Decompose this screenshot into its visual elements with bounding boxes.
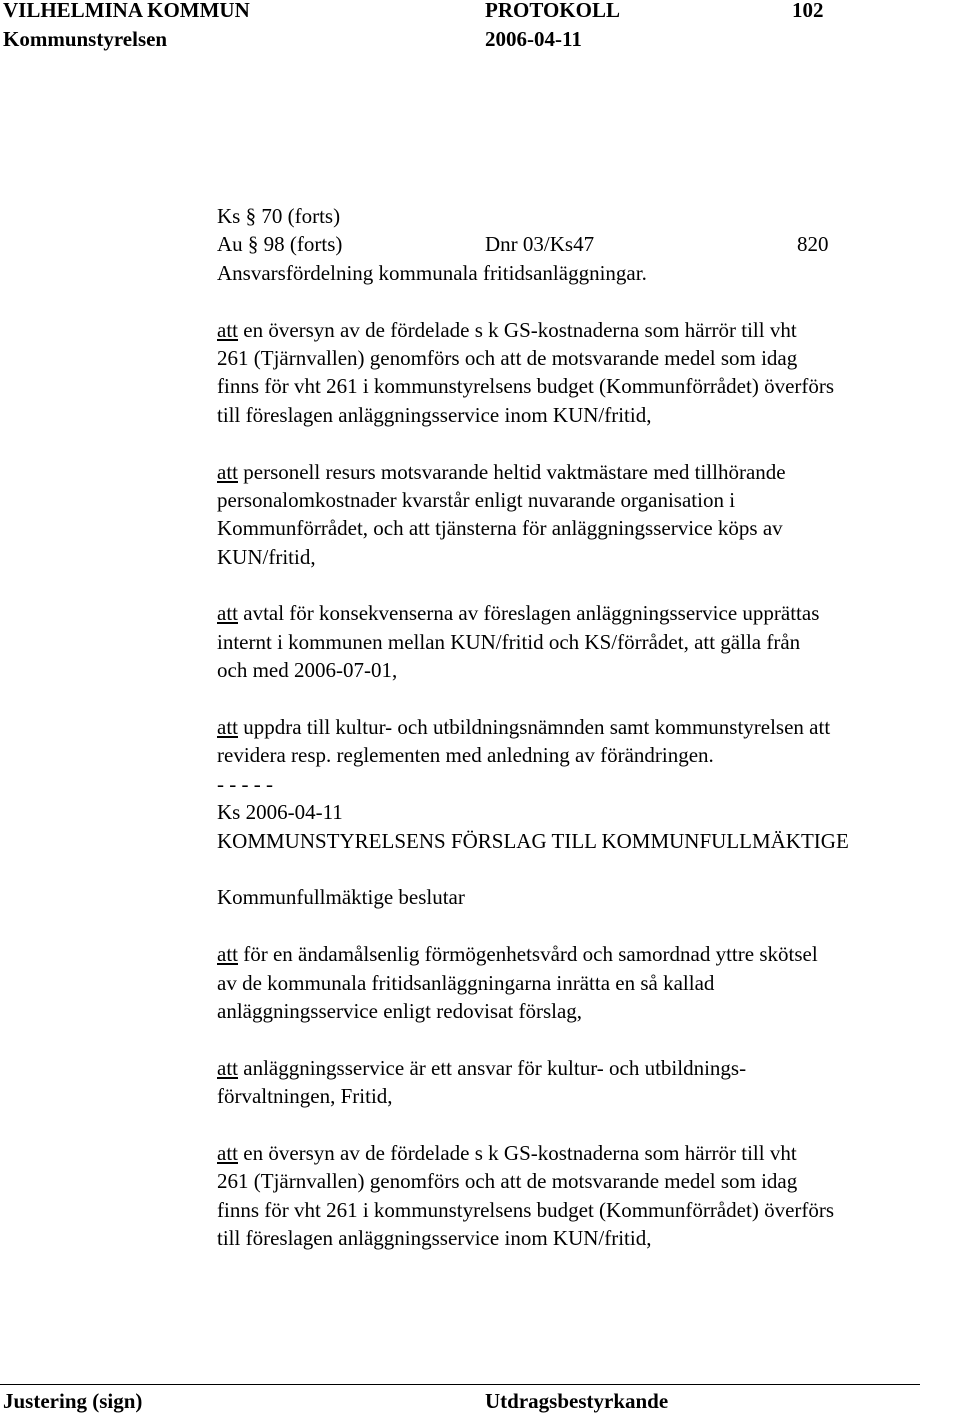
- att-keyword: att: [217, 601, 238, 626]
- line-text: förvaltningen, Fritid,: [217, 1084, 393, 1109]
- att-keyword: att: [217, 459, 238, 484]
- decision-intro: Kommunfullmäktige beslutar: [217, 885, 465, 910]
- paragraph-line: [217, 372, 959, 400]
- line-text: avtal för konsekvenserna av föreslagen anläggningsservice upprättas: [238, 601, 820, 626]
- decision-paragraph: [217, 713, 959, 770]
- paragraph-line: [217, 458, 959, 486]
- att-keyword: att: [217, 317, 238, 342]
- ks-date: Ks 2006-04-11: [217, 800, 343, 825]
- paragraph-line: [217, 997, 959, 1025]
- committee-name: Kommunstyrelsen: [3, 27, 168, 51]
- line-text: 261 (Tjärnvallen) genomförs och att de motsvarande medel som idag: [217, 345, 798, 370]
- line-text: finns för vht 261 i kommunstyrelsens budget (Kommunförrådet) överförs: [217, 1197, 835, 1222]
- paragraph-line: [217, 940, 959, 968]
- municipality-name: VILHELMINA KOMMUN: [3, 0, 250, 22]
- paragraph-line: [217, 599, 959, 627]
- classification-code: 820: [797, 232, 829, 257]
- line-text: och med 2006-07-01,: [217, 658, 398, 683]
- decision-paragraph: [217, 458, 959, 572]
- paragraph-line: [217, 1196, 959, 1224]
- paragraph-line: [217, 1224, 959, 1252]
- line-text: uppdra till kultur- och utbildningsnämnden samt kommunstyrelsen att: [238, 715, 831, 740]
- subject-line: Ansvarsfördelning kommunala fritidsanläggningar.: [217, 260, 647, 285]
- line-text: internt i kommunen mellan KUN/fritid och KS/förrådet, att gälla från: [217, 629, 801, 654]
- paragraph-line: [217, 969, 959, 997]
- decision-paragraph: [217, 316, 959, 430]
- att-keyword: att: [217, 1055, 238, 1080]
- line-text: Kommunförrådet, och att tjänsterna för anläggningsservice köps av: [217, 516, 783, 541]
- paragraph-line: [217, 401, 959, 429]
- line-text: till föreslagen anläggningsservice inom KUN/fritid,: [217, 402, 652, 427]
- paragraph-line: [217, 543, 959, 571]
- line-text: anläggningsservice är ett ansvar för kultur- och utbildnings-: [238, 1055, 747, 1080]
- paragraph-line: [217, 656, 959, 684]
- footer-divider: [0, 1384, 920, 1385]
- ks-section-reference: Ks § 70 (forts): [217, 204, 341, 228]
- line-text: anläggningsservice enligt redovisat förslag,: [217, 998, 583, 1023]
- paragraph-line: [217, 628, 959, 656]
- paragraph-line: [217, 1167, 959, 1195]
- paragraph-line: [217, 1139, 959, 1167]
- au-section-reference: Au § 98 (forts): [217, 232, 343, 257]
- paragraph-line: [217, 486, 959, 514]
- att-keyword: att: [217, 1140, 238, 1165]
- page-number: 102: [792, 0, 824, 22]
- line-text: personell resurs motsvarande heltid vaktmästare med tillhörande: [238, 459, 786, 484]
- protocol-content: [217, 202, 959, 1252]
- line-text: en översyn av de fördelade s k GS-kostnaderna som härrör till vht: [238, 1140, 797, 1165]
- paragraph-line: [217, 1082, 959, 1110]
- line-text: till föreslagen anläggningsservice inom KUN/fritid,: [217, 1226, 652, 1251]
- diary-number: Dnr 03/Ks47: [485, 232, 595, 257]
- line-text: revidera resp. reglementen med anledning av förändringen.: [217, 743, 714, 768]
- paragraph-line: [217, 1054, 959, 1082]
- att-keyword: att: [217, 715, 238, 740]
- att-keyword: att: [217, 942, 238, 967]
- line-text: av de kommunala fritidsanläggningarna inrätta en så kallad: [217, 970, 715, 995]
- paragraph-line: [217, 713, 959, 741]
- ks-proposal-paragraphs: [217, 940, 959, 1252]
- line-text: personalomkostnader kvarstår enligt nuvarande organisation i: [217, 487, 736, 512]
- au-reference-line: [217, 230, 959, 258]
- footer-signature-label: Justering (sign): [3, 1389, 143, 1413]
- separator: - - - - -: [217, 771, 273, 796]
- paragraph-line: [217, 316, 959, 344]
- line-text: finns för vht 261 i kommunstyrelsens budget (Kommunförrådet) överförs: [217, 374, 835, 399]
- proposal-heading: KOMMUNSTYRELSENS FÖRSLAG TILL KOMMUNFULLMÄKTIGE: [217, 828, 849, 853]
- decision-paragraph: [217, 940, 959, 1025]
- au-proposal-paragraphs: [217, 316, 959, 770]
- footer-certification-label: Utdragsbestyrkande: [485, 1389, 669, 1413]
- line-text: för en ändamålsenlig förmögenhetsvård och samordnad yttre skötsel: [238, 942, 818, 967]
- line-text: 261 (Tjärnvallen) genomförs och att de motsvarande medel som idag: [217, 1169, 798, 1194]
- decision-paragraph: [217, 1139, 959, 1253]
- paragraph-line: [217, 741, 959, 769]
- document-type: PROTOKOLL: [485, 0, 620, 22]
- line-text: KUN/fritid,: [217, 544, 316, 569]
- line-text: en översyn av de fördelade s k GS-kostnaderna som härrör till vht: [238, 317, 797, 342]
- decision-paragraph: [217, 599, 959, 684]
- meeting-date: 2006-04-11: [485, 27, 582, 51]
- paragraph-line: [217, 344, 959, 372]
- decision-paragraph: [217, 1054, 959, 1111]
- paragraph-line: [217, 514, 959, 542]
